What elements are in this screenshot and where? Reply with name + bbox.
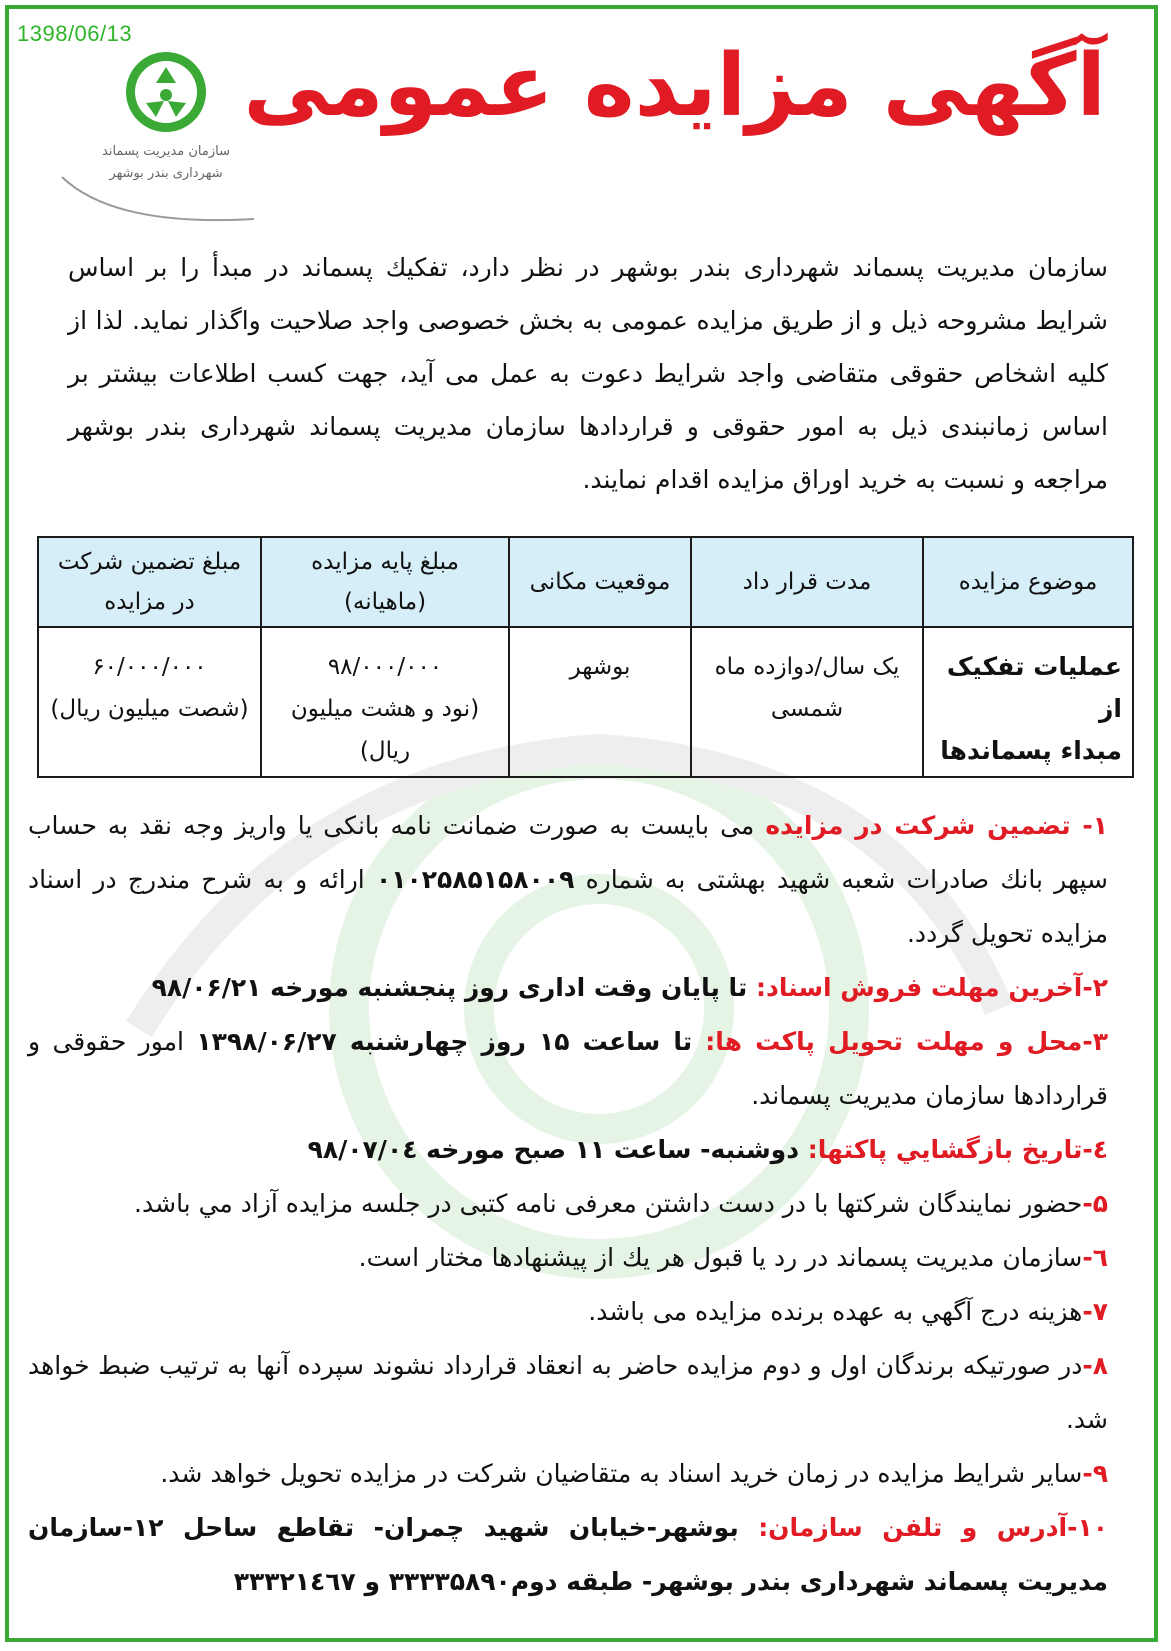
auction-table xyxy=(37,536,1134,778)
date-stamp: 1398/06/13 xyxy=(17,21,133,46)
term-10 xyxy=(28,1501,1108,1609)
term-4 xyxy=(28,1123,1108,1177)
term-3-text: امور حقوقی و قراردادها سازمان مدیریت پسماند. xyxy=(28,1027,1108,1110)
term-5-label: ۵- xyxy=(1082,1189,1108,1218)
cell-duration xyxy=(691,627,923,777)
term-3-bold: تا ساعت ۱۵ روز چهارشنبه ۱۳۹۸/۰۶/۲۷ xyxy=(196,1027,706,1056)
cell-subject-line2: مبداء پسماندها xyxy=(940,736,1122,765)
term-7-text: هزینه درج آگهي به عهده برنده مزایده می باشد. xyxy=(588,1297,1083,1326)
term-4-label: ٤-تاریخ بازگشایي پاکتها: xyxy=(807,1135,1108,1164)
term-10-label: ۱۰-آدرس و تلفن سازمان: xyxy=(758,1513,1108,1542)
term-9 xyxy=(28,1447,1108,1501)
header-base-price-line2: (ماهیانه) xyxy=(343,589,427,615)
term-6-label: ٦- xyxy=(1082,1243,1108,1272)
page-title: آگهی مزایده عمومی xyxy=(243,36,1106,136)
cell-base-price xyxy=(261,627,509,777)
header-base-price xyxy=(261,537,509,627)
term-3-label: ۳-محل و مهلت تحویل پاکت ها: xyxy=(705,1027,1108,1056)
header-subject: موضوع مزایده xyxy=(923,537,1133,627)
cell-location: بوشهر xyxy=(509,627,691,777)
cell-base-words: (نود و هشت میلیون ریال) xyxy=(290,696,480,764)
logo-caption-line1: سازمان مدیریت پسماند xyxy=(102,144,230,159)
cell-guarantee-amount: ۶۰/۰۰۰/۰۰۰ xyxy=(92,654,207,680)
table-row xyxy=(38,627,1133,777)
term-8-text: در صورتیکه برندگان اول و دوم مزایده حاضر به انعقاد قرارداد نشوند سپرده آنها به ترتیب ضبط خواهد شد. xyxy=(28,1351,1108,1434)
term-5 xyxy=(28,1177,1108,1231)
term-9-text: سایر شرایط مزایده در زمان خرید اسناد به متقاضیان شرکت در مزایده تحویل خواهد شد. xyxy=(160,1459,1083,1488)
term-7 xyxy=(28,1285,1108,1339)
cell-guarantee xyxy=(38,627,261,777)
term-3 xyxy=(28,1015,1108,1123)
term-1-account: ۰۱۰۲۵۸۵۱۵۸۰۰۹ xyxy=(375,865,575,894)
term-8 xyxy=(28,1339,1108,1447)
term-6-text: سازمان مدیریت پسماند در رد یا قبول هر يك از پیشنهادها مختار است. xyxy=(358,1243,1083,1272)
term-7-label: ۷- xyxy=(1082,1297,1108,1326)
cell-duration-line1: یک سال/دوازده ماه xyxy=(714,654,900,680)
header-duration: مدت قرار داد xyxy=(691,537,923,627)
header-guarantee xyxy=(38,537,261,627)
advertisement-page xyxy=(5,5,1158,1642)
term-5-text: حضور نمایندگان شرکتها با در دست داشتن معرفی نامه کتبی در جلسه مزایده آزاد مي باشد. xyxy=(134,1189,1083,1218)
term-2 xyxy=(28,961,1108,1015)
header-guarantee-line2: در مزایده xyxy=(104,589,195,615)
header-base-price-line1: مبلغ پایه مزایده xyxy=(311,549,459,575)
cell-subject xyxy=(923,627,1133,777)
organization-logo xyxy=(54,37,269,227)
term-4-text: دوشنبه- ساعت ۱۱ صبح مورخه ۹۸/۰۷/۰٤ xyxy=(307,1135,808,1164)
intro-paragraph: سازمان مدیریت پسماند شهرداری بندر بوشهر در نظر دارد، تفکیك پسماند در مبدأ را بر اساس شرایط مشروحه ذیل و از طریق مزایده عمومی به بخش خصوصی واجد صلاحیت واگذار نماید. لذا از کلیه اشخاص حقوقی متقاضی واجد شرایط دعوت به عمل می آید، جهت کسب اطلاعات بیشتر بر اساس زمانبندی ذیل به امور حقوقی و قراردادها سازمان مدیریت پسماند شهرداری بندر بوشهر مراجعه و نسبت به خرید اوراق مزایده اقدام نمایند. xyxy=(68,253,1108,494)
table-header-row xyxy=(38,537,1133,627)
term-1-text: می بایست به صورت ضمانت نامه بانکی یا واریز وجه نقد به حساب سپهر بانك صادرات شعبه شهید بهشتی به شماره xyxy=(28,811,1108,894)
term-6 xyxy=(28,1231,1108,1285)
cell-duration-line2: شمسی xyxy=(770,696,844,722)
logo-caption-line2: شهرداری بندر بوشهر xyxy=(109,166,223,181)
term-2-label: ۲-آخرین مهلت فروش اسناد: xyxy=(756,973,1108,1002)
header-location: موقعیت مکانی xyxy=(509,537,691,627)
cell-base-amount: ۹۸/۰۰۰/۰۰۰ xyxy=(327,654,443,680)
term-1 xyxy=(28,799,1108,961)
term-1-label: ۱- تضمین شرکت در مزایده xyxy=(765,811,1108,840)
term-1-text2: ارائه و به شرح مندرج در اسناد مزایده تحویل گردد. xyxy=(28,865,1108,948)
term-2-text: تا پایان وقت اداری روز پنجشنبه مورخه ۹۸/۰۶/۲۱ xyxy=(151,973,757,1002)
term-8-label: ۸- xyxy=(1082,1351,1108,1380)
term-10-text: بوشهر-خیابان شهید چمران- تقاطع ساحل ۱۲-سازمان مدیریت پسماند شهرداری بندر بوشهر- طبقه دوم۳۳۳۳۵۸۹۰ و ۳۳۳۲۱٤٦۷ xyxy=(28,1513,1108,1596)
term-9-label: ۹- xyxy=(1082,1459,1108,1488)
header-guarantee-line1: مبلغ تضمین شرکت xyxy=(57,549,242,575)
terms-list xyxy=(28,799,1108,1609)
cell-guarantee-words: (شصت میلیون ریال) xyxy=(50,696,249,722)
cell-subject-line1: عملیات تفکیک از xyxy=(946,652,1122,723)
